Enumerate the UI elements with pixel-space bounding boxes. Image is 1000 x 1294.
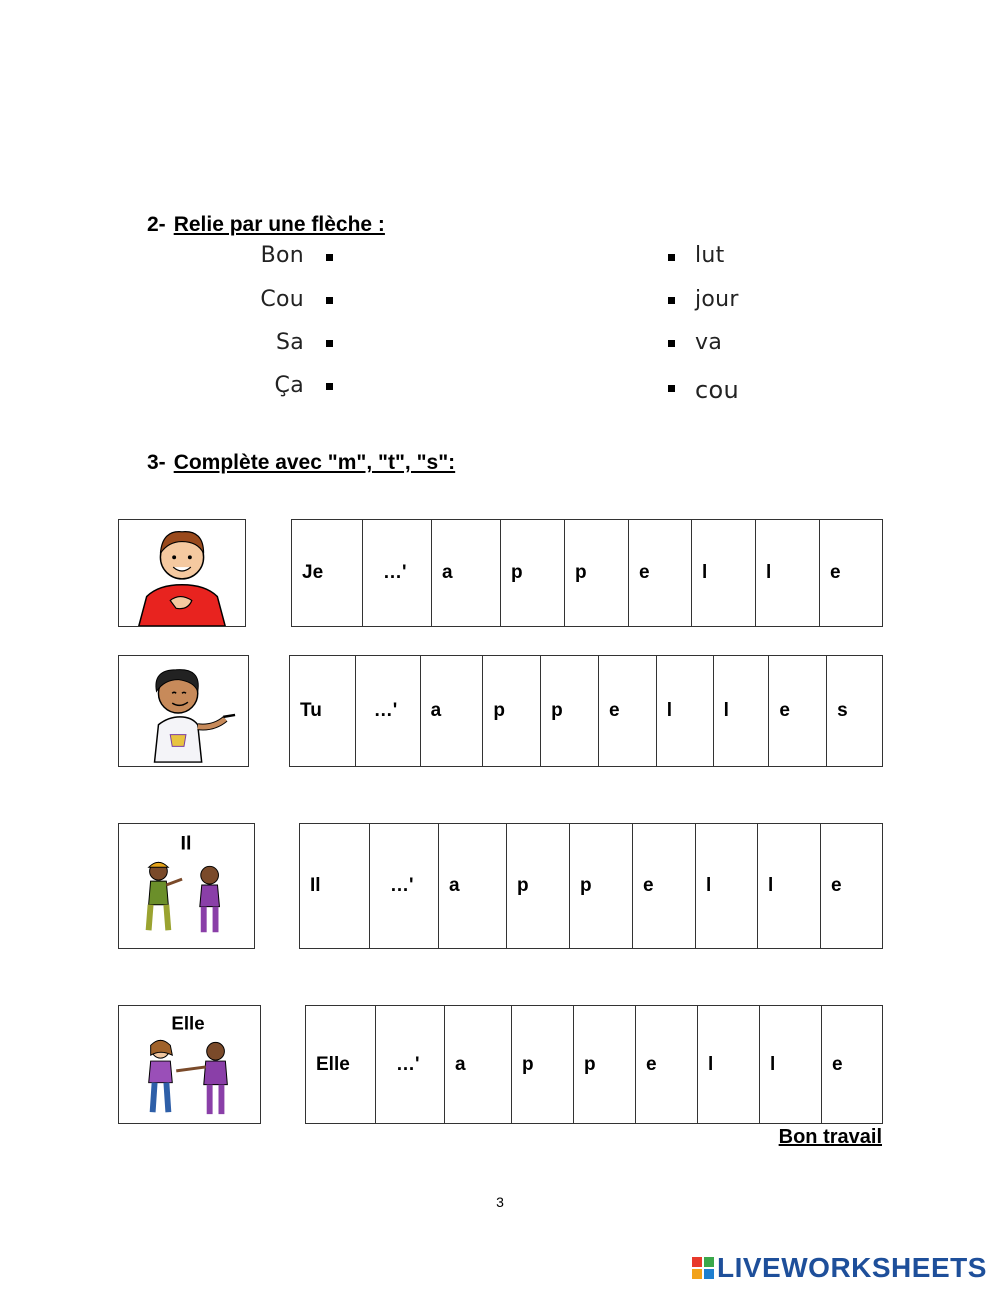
grid-3-cell: p [569,824,632,948]
grid-4-cell: e [635,1006,697,1123]
picture-boy-pointing-self [118,519,246,627]
grid-4-blank-cell[interactable]: …' [375,1006,444,1123]
right-dot-3[interactable] [668,340,675,347]
right-word-3: va [695,330,723,355]
boy-pointing-self-illustration [119,520,245,626]
grid-1-cell: Je [302,562,324,583]
grid-4-cell: p [573,1006,635,1123]
right-word-2: jour [695,287,739,312]
kids-pointing-girl-illustration [119,1006,260,1123]
grid-1-cell: p [564,520,628,626]
grid-2-cell: s [826,656,882,766]
grid-4-cell: a [444,1006,511,1123]
grid-4-cell: p [511,1006,573,1123]
grid-2-cell: p [540,656,598,766]
grid-4-cell: e [821,1006,882,1123]
picture-boy-pointing-you [118,655,249,767]
grid-1-cell: l [691,520,755,626]
grid-1-cell: l [755,520,819,626]
left-dot-4[interactable] [326,383,333,390]
left-dot-1[interactable] [326,254,333,261]
exercise-2-heading [147,213,385,237]
kids-pointing-boy-illustration [119,824,254,948]
brand-logo[interactable] [692,1253,987,1283]
left-dot-3[interactable] [326,340,333,347]
grid-2-cell: l [656,656,713,766]
left-word-2: Cou [260,287,304,312]
grid-4-cell: l [697,1006,759,1123]
liveworksheets-logo-icon [692,1257,714,1279]
exercise-3-number: 3- [147,451,166,474]
left-word-1: Bon [260,243,304,268]
grid-2-cell: p [482,656,540,766]
picture-il-caption: Il [180,832,192,855]
grid-4-cell: Elle [316,1053,350,1075]
grid-2-cell: l [713,656,769,766]
grid-3-blank-cell[interactable]: …' [369,824,438,948]
right-word-4: cou [695,376,739,404]
brand-name: LIVEWORKSHEETS [717,1252,987,1283]
right-dot-4[interactable] [668,385,675,392]
page-number: 3 [496,1194,504,1210]
grid-2-cell: e [768,656,826,766]
boy-pointing-you-illustration [119,656,248,766]
word-grid-3 [299,823,883,949]
exercise-3-heading [147,451,455,475]
word-grid-1 [291,519,883,627]
grid-1-cell: p [500,520,564,626]
grid-3-cell: l [757,824,820,948]
grid-1-blank-cell[interactable]: …' [362,520,431,626]
grid-3-cell: e [820,824,882,948]
grid-1-cell: e [628,520,691,626]
exercise-2-title: Relie par une flèche : [173,213,385,236]
word-grid-4 [305,1005,883,1124]
grid-2-cell: Tu [300,700,322,721]
exercise-3-title: Complète avec "m", "t", "s": [173,451,456,474]
grid-3-cell: p [506,824,569,948]
right-dot-1[interactable] [668,254,675,261]
word-grid-2 [289,655,883,767]
closing-text: Bon travail [778,1126,882,1148]
grid-3-cell: a [438,824,506,948]
right-word-1: lut [695,243,725,268]
left-word-3: Sa [275,330,304,355]
grid-1-cell: a [431,520,500,626]
right-dot-2[interactable] [668,297,675,304]
grid-4-cell: l [759,1006,821,1123]
left-word-4: Ça [274,373,304,398]
grid-1-cell: e [819,520,882,626]
exercise-2-number: 2- [147,213,166,236]
picture-elle-caption: Elle [171,1012,205,1034]
grid-3-cell: l [695,824,757,948]
left-dot-2[interactable] [326,297,333,304]
grid-2-cell: e [598,656,656,766]
grid-3-cell: Il [310,875,321,896]
grid-2-blank-cell[interactable]: …' [355,656,420,766]
grid-2-cell: a [420,656,483,766]
picture-il [118,823,255,949]
grid-3-cell: e [632,824,695,948]
picture-elle [118,1005,261,1124]
